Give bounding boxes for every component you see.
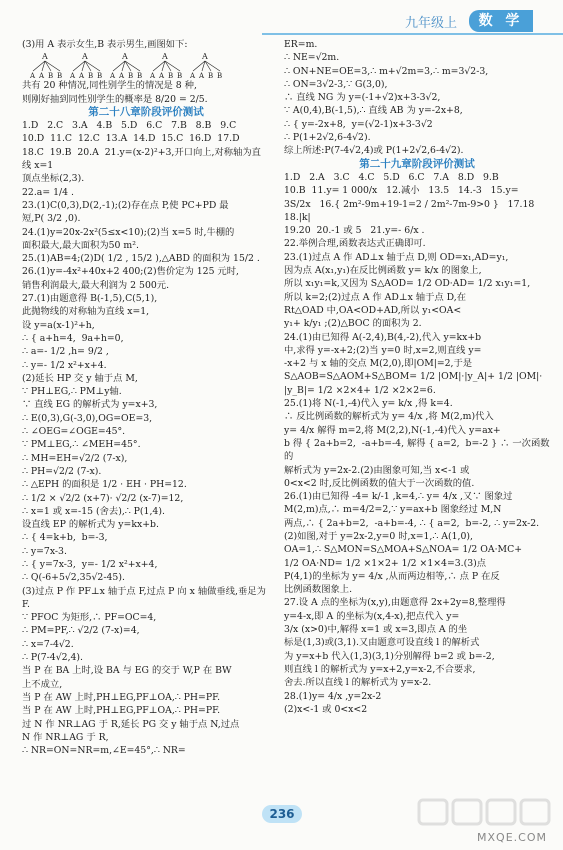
grade-label: 九年级上: [404, 16, 457, 31]
svg-text:B: B: [208, 72, 214, 80]
text-line: 共有 20 种情况,同性别学生的情况是 8 种,: [22, 80, 197, 92]
text-line: ∴ 1/2 × √2/2 (x+7)· √2/2 (x-7)=12,: [22, 492, 184, 504]
text-line: 因为点 A(x₁,y₁)在反比例函数 y= k/x 的图象上,: [284, 265, 482, 277]
text-line: (2)延长 HP 交 y 轴于点 M,: [22, 372, 138, 384]
text-line: OA=1,∴ S△MON=S△MOA+S△NOA= 1/2 OA·MC+: [284, 544, 522, 556]
text-line: 过 N 作 NR⊥AG 于 R,延长 PG 交 y 轴于点 N,过点: [22, 718, 240, 730]
tree-diagram: [22, 51, 270, 79]
text-line: (3)用 A 表示女生,B 表示男生,画图如下:: [22, 39, 188, 50]
text-line: 顶点坐标(2,3).: [22, 173, 85, 185]
svg-text:A: A: [82, 52, 88, 62]
text-line: 比例函数图象上.: [284, 584, 353, 596]
text-line: 22.a= 1/4 .: [22, 186, 74, 198]
text-line: 3/x (x>0)中,解得 x=1 或 x=3,即点 A 的坐: [284, 624, 468, 636]
text-line: 两点,∴ { 2a+b=2, -a+b=-4, ∴ { a=2, b=-2, ∴ y=2x-2.: [284, 517, 540, 529]
svg-text:A: A: [119, 72, 125, 80]
text-line: y= 4/x 解得 m=2,将 M(2,2),N(-1,-4)代入 y=ax+: [284, 424, 501, 436]
text-line: ∴ E(0,3),G(-3,0),OG=OE=3,: [22, 412, 153, 424]
text-line: P(4,1)的坐标为 y= 4/x ,从而两边相等,∴ 点 P 在反: [284, 570, 500, 582]
svg-text:B: B: [137, 72, 143, 80]
text-line: ∴ { y=7x-3, y=- 1/2 x²+x+4,: [22, 558, 158, 570]
text-line: S△AOB=S△AOM+S△BOM= 1/2 |OM|·|y_A|+ 1/2 |OM|·: [284, 371, 543, 383]
text-line: 设直线 EP 的解析式为 y=kx+b.: [22, 519, 159, 531]
text-line: ∵ PM⊥EG,∴ ∠MEH=45°.: [22, 439, 141, 451]
text-line: 27.设 A 点的坐标为(x,y),由题意得 2x+2y=8,整理得: [284, 597, 506, 609]
svg-text:A: A: [39, 72, 45, 80]
text-line: ∴ { y=-2x+8, y=(√2-1)x+3-3√2: [284, 118, 433, 130]
text-line: 为 y=x+b 代入(1,3)(3,1)分别解得 b=2 或 b=-2,: [284, 650, 495, 662]
svg-text:B: B: [88, 72, 94, 80]
text-line: 当 P 在 BA 上时,设 BA 与 EG 的交于 W,P 在 BW: [22, 665, 232, 677]
text-line: N 作 NR⊥AG 于 R,: [22, 731, 109, 743]
text-line: ∴ y=7x-3.: [22, 545, 67, 557]
text-line: b 得 { 2a+b=2, -a+b=-4, 解得 { a=2, b=-2 } ∴ 一次函数的: [284, 437, 550, 463]
text-line: ∴ △EPH 的面积是 1/2 · EH · PH=12.: [22, 479, 187, 491]
text-line: 24.(1)y=20x-2x²(5≤x<10);(2)当 x=5 时,牛棚的: [22, 226, 235, 238]
text-line: (2)如图,对于 y=2x-2,y=0 时,x=1,∴ A(1,0),: [284, 530, 473, 542]
text-line: -x+2 与 x 轴的交点 M(2,0),即|OM|=2,于是: [284, 358, 473, 370]
text-line: 综上所述:P(7-4√2,4)或 P(1+2√2,6-4√2).: [284, 145, 464, 157]
svg-text:A: A: [110, 72, 116, 80]
svg-text:B: B: [48, 72, 54, 80]
svg-text:A: A: [42, 52, 48, 62]
svg-text:B: B: [57, 72, 63, 80]
text-line: ∴ MH=EH=√2/2 (7-x),: [22, 452, 128, 464]
left-column: [22, 38, 270, 757]
text-line: ∴ PH=√2/2 (7-x).: [22, 465, 102, 477]
svg-text:A: A: [190, 72, 196, 80]
text-line: 则直线 l 的解析式为 y=x+2,y=x-2,不合要求,: [284, 663, 476, 675]
text-line: y₁+ k/y₁ ;(2)△BOC 的面积为 2.: [284, 318, 422, 330]
text-line: ∴ { 4=k+b, b=-3,: [22, 532, 108, 544]
text-line: ∵ A(0,4),B(-1,5),∴ 直线 AB 为 y=-2x+8,: [284, 105, 463, 117]
text-line: y=4-x,即 A 的坐标为(x,4-x),把点代入 y=: [284, 610, 460, 622]
text-line: ∴ ∠OEG=∠OGE=45°.: [22, 426, 126, 438]
svg-text:A: A: [122, 52, 128, 62]
text-line: 则刚好抽到同性别学生的概率是 8/20 = 2/5.: [22, 93, 208, 105]
text-line: ∴ P(1+2√2,6-4√2).: [284, 132, 371, 144]
text-line: 上不成立,: [22, 678, 63, 690]
text-line: 销售利润最大,最大利润为 2 500元.: [22, 279, 170, 291]
text-line: 设 y=a(x-1)²+h,: [22, 319, 95, 331]
text-line: ∴ x=1 或 x=-15 (舍去),∴ P(1,4).: [22, 505, 165, 517]
svg-text:A: A: [202, 52, 208, 62]
header-rule: [262, 33, 563, 35]
text-line: 中,求得 y=-x+2;(2)当 y=0 时,x=2,则直线 y=: [284, 344, 482, 356]
text-line: 24.(1)由已知得 A(-2,4),B(4,-2),代入 y=kx+b: [284, 331, 482, 343]
text-line: 1.D 2.A 3.C 4.C 5.D 6.C 7.A 8.D 9.B: [284, 171, 499, 183]
text-line: 1.D 2.C 3.A 4.B 5.D 6.C 7.B 8.B 9.C: [22, 120, 237, 132]
text-line: 标是(1,3)或(3,1).又由题意可设直线 l 的解析式: [284, 637, 480, 649]
text-line: (3)过点 P 作 PF⊥x 轴于点 F,过点 P 向 x 轴做垂线,垂足为 F.: [22, 585, 269, 610]
text-line: 10.D 11.C 12.C 13.A 14.D 15.C 16.D 17.D: [22, 133, 240, 145]
svg-text:A: A: [79, 72, 85, 80]
text-line: 解析式为 y=2x-2.(2)由图象可知,当 x<-1 或: [284, 464, 470, 476]
text-line: 26.(1)y=-4x²+40x+2 400;(2)售价定为 125 元时,: [22, 266, 239, 278]
text-line: 19.20 20.-1 或 5 21.y=- 6/x .: [284, 225, 425, 237]
text-line: M(2,m)点,∴ m=4/2=2,∵ y=ax+b 图象经过 M,N: [284, 504, 502, 516]
text-line: ∴ P(7-4√2,4).: [22, 652, 84, 664]
text-line: ∴ 直线 NG 为 y=(-1+√2)x+3-3√2,: [284, 92, 441, 104]
text-line: 当 P 在 AW 上时,PH⊥EG,PF⊥OA,∴ PH=PF.: [22, 691, 221, 703]
text-line: ∵ PFOC 为矩形,∴ PF=OC=4,: [22, 612, 157, 624]
text-line: ∵ 直线 EG 的解析式为 y=x+3,: [22, 399, 158, 411]
svg-text:A: A: [159, 72, 165, 80]
text-line: 25.(1)AB=4;(2)D( 1/2 , 15/2 ),△ABD 的面积为 15/2 .: [22, 253, 260, 265]
text-line: (2)x<-1 或 0<x<2: [284, 703, 368, 715]
text-line: 当 P 在 AW 上时,PH⊥EG,PF⊥OA,∴ PH=PF.: [22, 705, 221, 717]
svg-text:B: B: [128, 72, 134, 80]
svg-text:A: A: [162, 52, 168, 62]
text-line: ∴ PM=PF,∴ √2/2 (7-x)=4,: [22, 625, 140, 637]
section-heading: 第二十八章阶段评价测试: [88, 105, 204, 118]
text-line: ∴ y=- 1/2 x²+x+4.: [22, 359, 107, 371]
text-line: 26.(1)由已知得 -4= k/-1 ,k=4,∴ y= 4/x ,又∵ 图象过: [284, 491, 513, 503]
page-number: 236: [262, 805, 302, 823]
text-line: 10.B 11.y= 1 000/x 12.减小 13.5 14.-3 15.y=: [284, 185, 519, 197]
svg-text:B: B: [168, 72, 174, 80]
text-line: 1/2 OA·ND= 1/2 ×1×2+ 1/2 ×1×4=3.(3)点: [284, 557, 487, 569]
text-line: ∴ Q(-6+5√2,35√2-45).: [22, 572, 125, 584]
svg-text:A: A: [150, 72, 156, 80]
watermark-text: MXQE.COM: [477, 831, 547, 844]
text-line: 18.C 19.B 20.A 21.y=(x-2)²+3,开口向上,对称轴为直线 x=1: [22, 146, 261, 172]
svg-text:A: A: [30, 72, 36, 80]
svg-text:B: B: [217, 72, 223, 80]
text-line: ∴ NE=√2m.: [284, 52, 340, 64]
text-line: 舍去.所以直线 l 的解析式为 y=x-2.: [284, 677, 432, 689]
text-line: ∴ { a+h=4, 9a+h=0,: [22, 332, 124, 344]
text-line: 25.(1)将 N(-1,-4)代入 y= k/x ,得 k=4.: [284, 398, 453, 410]
svg-text:B: B: [177, 72, 183, 80]
text-line: ER=m.: [284, 39, 318, 50]
text-line: ∴ 反比例函数的解析式为 y= 4/x ,将 M(2,m)代入: [284, 411, 494, 423]
svg-text:A: A: [199, 72, 205, 80]
text-line: 28.(1)y= 4/x ,y=2x-2: [284, 690, 382, 702]
text-line: Rt△OAD 中,OA<OD+AD,所以 y₁<OA<: [284, 304, 462, 316]
text-line: 短,P( 3/2 ,0).: [22, 213, 81, 225]
text-line: 此抛物线的对称轴为直线 x=1,: [22, 306, 150, 318]
subject-tab: 数 学: [469, 10, 533, 32]
svg-text:B: B: [97, 72, 103, 80]
text-line: ∴ ON=3√2-3,∵ G(3,0),: [284, 78, 388, 90]
text-line: ∴ a=- 1/2 ,h= 9/2 ,: [22, 346, 109, 358]
text-line: ∵ PH⊥EG,∴ PM⊥y轴.: [22, 386, 122, 398]
text-line: ∴ x=7-4√2.: [22, 638, 74, 650]
text-line: 所以 x₁y₁=k,又因为 S△AOD= 1/2 OD·AD= 1/2 x₁y₁=1,: [284, 278, 531, 290]
text-line: 22.举例合理,函数表达式正确即可.: [284, 238, 426, 250]
text-line: ∴ NR=ON=NR=m,∠E=45°,∴ NR=: [22, 745, 186, 757]
svg-text:A: A: [70, 72, 76, 80]
text-line: 所以 k=2;(2)过点 A 作 AD⊥x 轴于点 D,在: [284, 291, 466, 303]
text-line: 23.(1)C(0,3),D(2,-1);(2)存在点 P,使 PC+PD 最: [22, 199, 229, 211]
text-line: 0<x<2 时,反比例函数的值大于一次函数的值.: [284, 477, 475, 489]
text-line: ∴ ON+NE=OE=3,∴ m+√2m=3,∴ m=3√2-3,: [284, 65, 489, 77]
text-line: 23.(1)过点 A 作 AD⊥x 轴于点 D,则 OD=x₁,AD=y₁,: [284, 251, 509, 263]
text-line: 27.(1)由题意得 B(-1,5),C(5,1),: [22, 293, 158, 305]
section-heading: 第二十九章阶段评价测试: [359, 157, 475, 170]
text-line: 3S/2x 16.{ 2m²-9m+19-1=2 / 2m²-7m-9>0 } 17.18 18.|k|: [284, 198, 544, 223]
text-line: |y_B|= 1/2 ×2×4+ 1/2 ×2×2=6.: [284, 384, 436, 396]
text-line: 面积最大,最大面积为50 m².: [22, 239, 139, 251]
right-column: [284, 38, 550, 716]
